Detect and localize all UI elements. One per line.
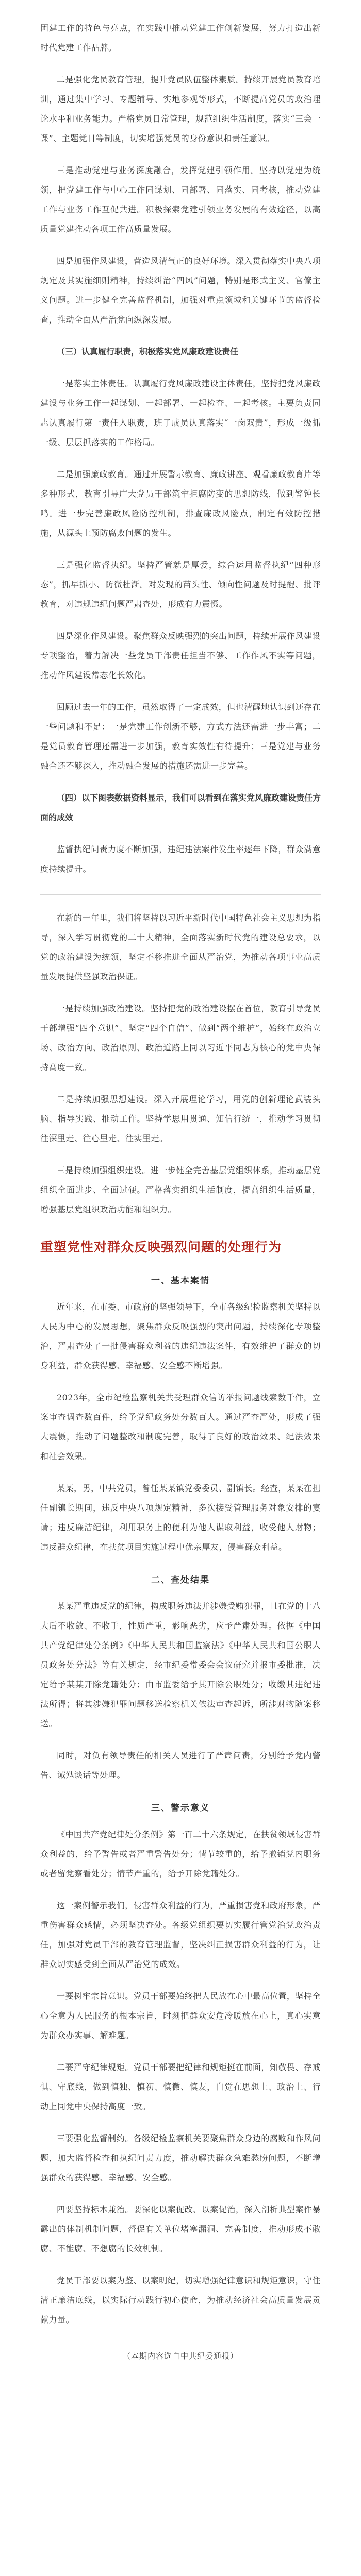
source-note: （本期内容选自中共纪委通报） [122, 2351, 238, 2361]
paragraph: 四是深化作风建设。聚焦群众反映强烈的突出问题，持续开展作风建设专项整治，着力解决一些党员干部责任担当不够、工作作风不实等问题，推动作风建设常态化长效化。 [40, 631, 321, 680]
paragraph: 四是加强作风建设，营造风清气正的良好环境。深入贯彻落实中央八项规定及其实施细则精神，持续纠治“四风”问题，特别是形式主义、官僚主义问题。进一步健全完善监督机制，加强对重点领域和关键环节的监督检查，推动全面从严治党向纵深发展。 [40, 256, 321, 325]
paragraph: 一是落实主体责任。认真履行党风廉政建设主体责任，坚持把党风廉政建设与业务工作一起谋划、一起部署、一起检查、一起考核。主要负责同志认真履行第一责任人职责，班子成员认真落实“一岗双责”，形成一级抓一级、层层抓落实的工作格局。 [40, 379, 321, 447]
section-subheading: 一、基本案情 [151, 1276, 210, 1286]
subheading: （三）认真履行职责，积极落实党风廉政建设责任 [57, 347, 239, 357]
paragraph: 二是持续加强思想建设。深入开展理论学习，用党的创新理论武装头脑、指导实践、推动工作。坚持学思用贯通、知信行统一，推动学习贯彻往深里走、往心里走、往实里走。 [40, 1094, 321, 1143]
paragraph: 团建工作的特色与亮点，在实践中推动党建工作创新发展，努力打造出新时代党建工作品牌。 [40, 23, 321, 53]
paragraph: 这一案例警示我们，侵害群众利益的行为，严重损害党和政府形象，严重伤害群众感情，必须坚决查处。各级党组织要切实履行管党治党政治责任，加强对党员干部的教育管理监督，坚决纠正损害群众利益的行为，让群众切实感受到全面从严治党的成效。 [40, 1901, 321, 1969]
paragraph: 某某，男，中共党员，曾任某某镇党委委员、副镇长。经查，某某在担任副镇长期间，违反中央八项规定精神，多次接受管理服务对象安排的宴请；违反廉洁纪律，利用职务上的便利为他人谋取利益，收受他人财物；违反群众纪律，在扶贫项目实施过程中优亲厚友，侵害群众利益。 [40, 1483, 321, 1552]
paragraph: 党员干部要以案为鉴、以案明纪，切实增强纪律意识和规矩意识，守住清正廉洁底线，以实际行动践行初心使命，为推动经济社会高质量发展贡献力量。 [40, 2276, 321, 2325]
paragraph: 在新的一年里，我们将坚持以习近平新时代中国特色社会主义思想为指导，深入学习贯彻党的二十大精神，全面落实新时代党的建设总要求，以党的政治建设为统领，坚定不移推进全面从严治党，为推动各项事业高质量发展提供坚强政治保证。 [40, 913, 321, 981]
paragraph: 一是持续加强政治建设。坚持把党的政治建设摆在首位，教育引导党员干部增强“四个意识”、坚定“四个自信”、做到“两个维护”，始终在政治立场、政治方向、政治原则、政治道路上同以习近平同志为核心的党中央保持高度一致。 [40, 1004, 321, 1072]
paragraph: 《中国共产党纪律处分条例》第一百二十六条规定，在扶贫领域侵害群众利益的，给予警告或者严重警告处分；情节较重的，给予撤销党内职务或者留党察看处分；情节严重的，给予开除党籍处分。 [40, 1829, 321, 1878]
paragraph: 二是强化党员教育管理，提升党员队伍整体素质。持续开展党员教育培训，通过集中学习、专题辅导、实地参观等形式，不断提高党员的政治理论水平和业务能力。严格党员日常管理，规范组织生活制度，落实“三会一课”、主题党日等制度，切实增强党员的身份意识和责任意识。 [40, 75, 321, 143]
paragraph: 一要树牢宗旨意识。党员干部要始终把人民放在心中最高位置，坚持全心全意为人民服务的根本宗旨，时刻把群众安危冷暖放在心上，真心实意为群众办实事、解难题。 [40, 1991, 321, 2040]
paragraph: 三是持续加强组织建设。进一步健全完善基层党组织体系，推动基层党组织全面进步、全面过硬。严格落实组织生活制度，提高组织生活质量，增强基层党组织政治功能和组织力。 [40, 1165, 321, 1214]
paragraph: 三要强化监督制约。各级纪检监察机关要聚焦群众身边的腐败和作风问题，加大监督检查和执纪问责力度，推动解决群众急难愁盼问题，不断增强群众的获得感、幸福感、安全感。 [40, 2133, 321, 2182]
paragraph: 三是推动党建与业务深度融合，发挥党建引领作用。坚持以党建为统领，把党建工作与中心工作同谋划、同部署、同落实、同考核，推动党建工作与业务工作互促共进。积极探索党建引领业务发展的有效途径，以高质量党建推动各项工作高质量发展。 [40, 165, 321, 234]
section-subheading: 二、查处结果 [151, 1575, 210, 1585]
paragraph: 回顾过去一年的工作，虽然取得了一定成效，但也清醒地认识到还存在一些问题和不足：一是党建工作创新不够，方式方法还需进一步丰富；二是党员教育管理还需进一步加强，教育实效性有待提升；三是党建与业务融合还不够深入，推动融合发展的措施还需进一步完善。 [40, 702, 321, 771]
section-subheading: 三、警示意义 [151, 1803, 210, 1814]
paragraph: 监督执纪问责力度不断加强，违纪违法案件发生率逐年下降，群众满意度持续提升。 [40, 844, 321, 874]
paragraph: 同时，对负有领导责任的相关人员进行了严肃问责，分别给予党内警告、诫勉谈话等处理。 [40, 1751, 321, 1780]
paragraph: 某某严重违反党的纪律，构成职务违法并涉嫌受贿犯罪，且在党的十八大后不收敛、不收手，性质严重，影响恶劣，应予严肃处理。依据《中国共产党纪律处分条例》《中华人民共和国监察法》《中华人民共和国公职人员政务处分法》等有关规定，经市纪委常委会会议研究并报市委批准，决定给予某某开除党籍处分；由市监委给予其开除公职处分；收缴其违纪违法所得；将其涉嫌犯罪问题移送检察机关依法审查起诉，所涉财物随案移送。 [40, 1601, 321, 1728]
paragraph: 近年来，在市委、市政府的坚强领导下，全市各级纪检监察机关坚持以人民为中心的发展思想，聚焦群众反映强烈的突出问题，持续深化专项整治，严肃查处了一批侵害群众利益的违纪违法案件，有效维护了群众的切身利益，群众获得感、幸福感、安全感不断增强。 [40, 1302, 321, 1370]
paragraph: 二要严守纪律规矩。党员干部要把纪律和规矩挺在前面，知敬畏、存戒惧、守底线，做到慎独、慎初、慎微、慎友，自觉在思想上、政治上、行动上同党中央保持高度一致。 [40, 2062, 321, 2111]
divider [40, 894, 321, 895]
paragraph: 2023年，全市纪检监察机关共受理群众信访举报问题线索数千件，立案审查调查数百件，给予党纪政务处分数百人。通过严查严处，形成了强大震慑，推动了问题整改和制度完善，取得了良好的政治效果、纪法效果和社会效果。 [40, 1393, 321, 1461]
paragraph: 二是加强廉政教育。通过开展警示教育、廉政讲座、观看廉政教育片等多种形式，教育引导广大党员干部筑牢拒腐防变的思想防线，做到警钟长鸣。进一步完善廉政风险防控机制，排查廉政风险点，制定有效防控措施，从源头上预防腐败问题的发生。 [40, 469, 321, 538]
paragraph: 四要坚持标本兼治。要深化以案促改、以案促治，深入剖析典型案件暴露出的体制机制问题，督促有关单位堵塞漏洞、完善制度，推动形成不敢腐、不能腐、不想腐的长效机制。 [40, 2205, 321, 2253]
section-title: 重塑党性对群众反映强烈问题的处理行为 [40, 1240, 282, 1255]
subheading: （四）以下图表数据资料显示，我们可以看到在落实党风廉政建设责任方面的成效 [40, 793, 321, 822]
paragraph: 三是强化监督执纪。坚持严管就是厚爱，综合运用监督执纪“四种形态”，抓早抓小、防微杜渐。对发现的苗头性、倾向性问题及时提醒、批评教育，对违规违纪问题严肃查处，形成有力震慑。 [40, 560, 321, 609]
